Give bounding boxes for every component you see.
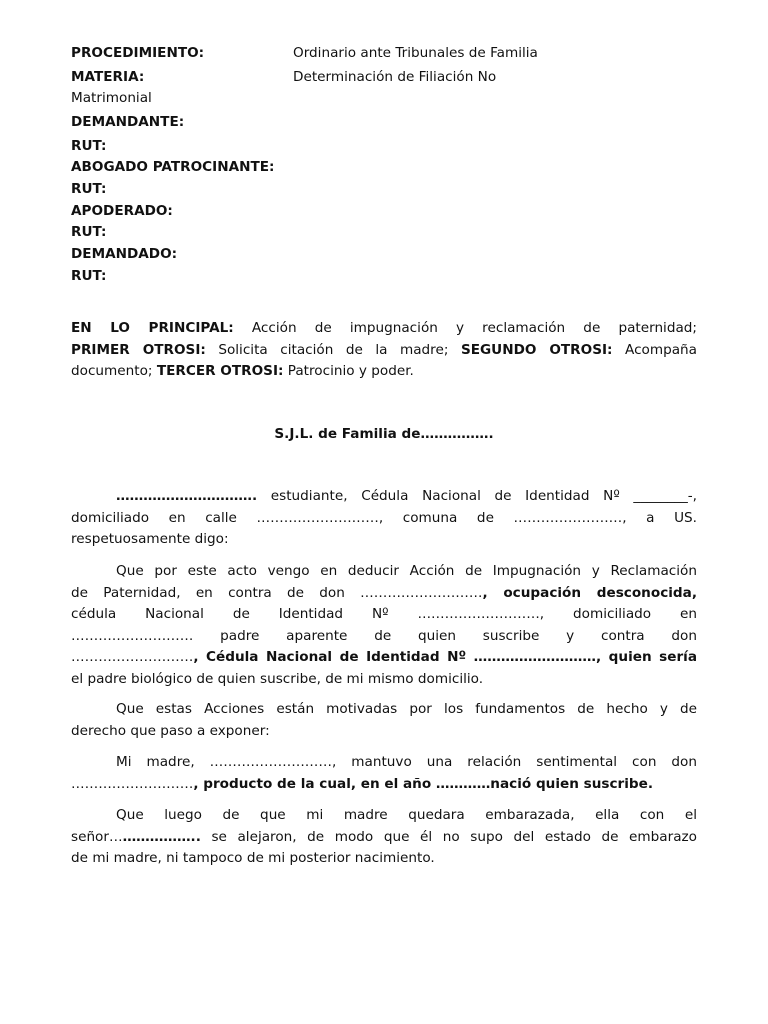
principal-text: Acción de impugnación y reclamación de paternidad; bbox=[233, 320, 698, 336]
rut-label: RUT: bbox=[71, 224, 107, 240]
otrosi3-label: TERCER OTROSI: bbox=[156, 363, 284, 379]
abogado-row bbox=[71, 158, 711, 176]
rut-label: RUT: bbox=[71, 181, 107, 197]
intro-line3: respetuosamente digo: bbox=[71, 531, 229, 547]
procedimiento-label: PROCEDIMIENTO: bbox=[71, 45, 205, 61]
p4-line2a: señor… bbox=[71, 828, 123, 845]
p4-line2b: …………….. bbox=[122, 828, 201, 845]
paragraph-2 bbox=[71, 699, 697, 742]
otrosi1-text: Solicita citación de la madre; bbox=[205, 341, 461, 358]
apoderado-row bbox=[71, 202, 711, 220]
rut-row-4 bbox=[71, 267, 711, 285]
p3-line2b: , producto de la cual, en el año …………nació quien suscribe. bbox=[193, 775, 654, 792]
p1-line2a: de Paternidad, en contra de don ……………………… bbox=[71, 584, 483, 601]
rut-row-2 bbox=[71, 180, 711, 198]
p1-line2b: , ocupación desconocida, bbox=[482, 584, 697, 601]
summary-paragraph bbox=[71, 318, 697, 383]
materia-label: MATERIA: bbox=[71, 69, 145, 85]
demandante-label: DEMANDANTE: bbox=[71, 114, 185, 130]
abogado-label: ABOGADO PATROCINANTE: bbox=[71, 159, 275, 175]
intro-line1-rest: estudiante, Cédula Nacional de Identidad Nº ________-, bbox=[257, 488, 697, 504]
materia-value: Determinación de Filiación No bbox=[293, 69, 497, 85]
p1-line5b: , Cédula Nacional de Identidad Nº ………………………, quien sería bbox=[193, 649, 697, 665]
paragraph-1 bbox=[71, 561, 697, 690]
rut-row-3 bbox=[71, 223, 711, 241]
p2-line2: derecho que paso a exponer: bbox=[71, 722, 270, 739]
demandado-row bbox=[71, 245, 711, 263]
rut-row-1 bbox=[71, 137, 711, 155]
materia-row bbox=[71, 68, 711, 86]
demandado-label: DEMANDADO: bbox=[71, 246, 178, 262]
p4-line3: de mi madre, ni tampoco de mi posterior nacimiento. bbox=[71, 850, 435, 866]
otrosi2-label: SEGUNDO OTROSI: bbox=[460, 341, 613, 358]
intro-paragraph bbox=[71, 486, 697, 551]
p3-line1: Mi madre, ………………………, mantuvo una relación sentimental con don bbox=[116, 754, 697, 770]
otrosi1-label: PRIMER OTROSI: bbox=[71, 341, 206, 358]
paragraph-3 bbox=[71, 752, 697, 795]
claimant-name-blank: …………………………. bbox=[116, 488, 258, 504]
rut-label: RUT: bbox=[71, 138, 107, 154]
p4-line2c: se alejaron, de modo que él no supo del estado de embarazo bbox=[200, 828, 697, 845]
demandante-row bbox=[71, 113, 711, 131]
intro-line2: domiciliado en calle ………………………, comuna de ……………………, a US. bbox=[71, 509, 697, 526]
p1-line1: Que por este acto vengo en deducir Acción de Impugnación y Reclamación bbox=[116, 563, 697, 579]
p1-line5a: ……………………… bbox=[71, 649, 194, 665]
materia-value-continuation: Matrimonial bbox=[71, 90, 152, 106]
otrosi2-continuation: documento; bbox=[71, 363, 157, 379]
p3-line2a: ……………………… bbox=[71, 775, 194, 792]
procedimiento-row bbox=[71, 44, 711, 62]
rut-label: RUT: bbox=[71, 268, 107, 284]
p2-line1: Que estas Acciones están motivadas por los fundamentos de hecho y de bbox=[116, 701, 697, 717]
court-heading: S.J.L. de Familia de……………. bbox=[274, 426, 494, 442]
principal-label: EN LO PRINCIPAL: bbox=[71, 320, 234, 336]
p4-line1: Que luego de que mi madre quedara embarazada, ella con el bbox=[116, 807, 697, 823]
p1-line4: ……………………… padre aparente de quien suscribe y contra don bbox=[71, 627, 697, 644]
apoderado-label: APODERADO: bbox=[71, 203, 173, 219]
procedimiento-value: Ordinario ante Tribunales de Familia bbox=[293, 45, 538, 61]
paragraph-4 bbox=[71, 805, 697, 870]
p1-line6: el padre biológico de quien suscribe, de mi mismo domicilio. bbox=[71, 670, 484, 687]
otrosi3-text: Patrocinio y poder. bbox=[283, 363, 414, 379]
otrosi2-text: Acompaña bbox=[612, 341, 698, 358]
p1-line3: cédula Nacional de Identidad Nº ………………………, domiciliado en bbox=[71, 606, 697, 622]
